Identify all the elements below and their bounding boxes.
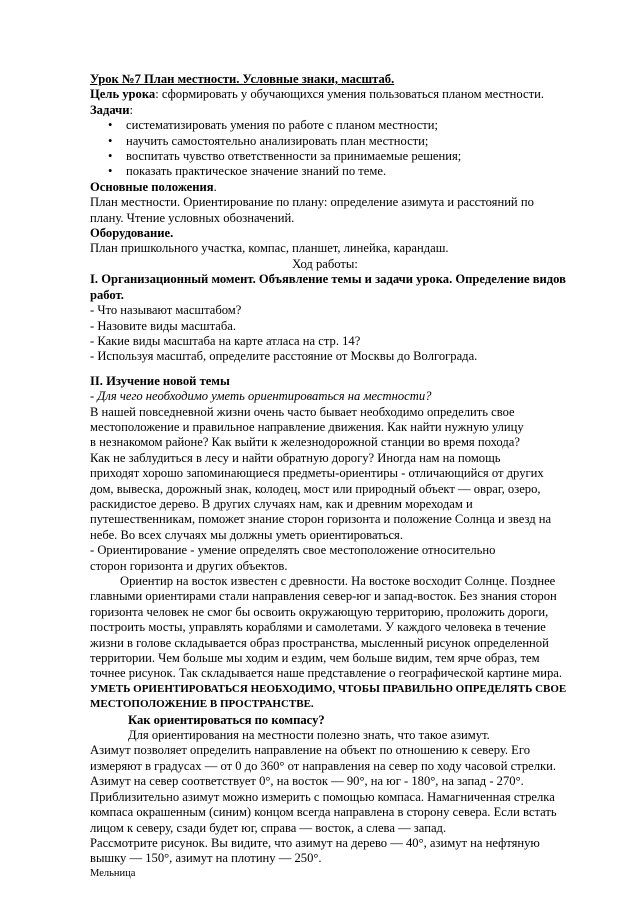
task-item: • воспитать чувство ответственности за принимаемые решения; xyxy=(90,149,560,164)
paragraph-line: Азимут на север соответствует 0°, на восток — 90°, на юг - 180°, на запад - 270°. xyxy=(90,774,524,789)
lesson-title: Урок №7 План местности. Условные знаки, масштаб. xyxy=(90,72,395,86)
task-item: • систематизировать умения по работе с планом местности; xyxy=(90,118,560,133)
caps-line: УМЕТЬ ОРИЕНТИРОВАТЬСЯ НЕОБХОДИМО, ЧТОБЫ ПРАВИЛЬНО ОПРЕДЕЛЯТЬ СВОЕ xyxy=(90,682,567,695)
tasks-label: Задачи xyxy=(90,102,130,117)
basics-heading xyxy=(90,180,560,195)
question-item: - Что называют масштабом? xyxy=(90,303,242,318)
tasks-list xyxy=(90,118,560,180)
tasks-colon: : xyxy=(129,102,133,117)
caps-line: МЕСТОПОЛОЖЕНИЕ В ПРОСТРАНСТВЕ. xyxy=(90,698,314,711)
definition-line: сторон горизонта и других объектов. xyxy=(90,558,288,573)
paragraph-line: лицом к северу, сзади будет юг, справа — восток, а слева — запад. xyxy=(90,820,447,835)
question-item: - Назовите виды масштаба. xyxy=(90,318,237,333)
paragraph-line: построить мосты, управлять кораблями и самолетами. У каждого человека в течение xyxy=(90,620,546,635)
compass-heading: Как ориентироваться по компасу? xyxy=(128,712,325,727)
question-item: - Используя масштаб, определите расстояние от Москвы до Волгограда. xyxy=(90,349,478,364)
question-item: - Какие виды масштаба на карте атласа на стр. 14? xyxy=(90,333,361,348)
paragraph-line: территории. Чем больше мы ходим и ездим, чем больше видим, тем ярче образ, тем xyxy=(90,651,540,666)
paragraph-line: компаса окрашенным (синим) концом всегда направлена в сторону севера. Если встать xyxy=(90,805,557,820)
progress-heading: Ход работы: xyxy=(292,256,358,271)
paragraph-line: Рассмотрите рисунок. Вы видите, что азимут на дерево — 40°, азимут на нефтяную xyxy=(90,835,540,850)
basics-line: План местности. Ориентирование по плану: определение азимута и расстояний по xyxy=(90,195,534,210)
paragraph-line: точнее рисунок. Так складывается наше представление о географической картине мира. xyxy=(90,666,562,681)
goal-label: Цель урока xyxy=(90,87,156,102)
paragraph-line: вышку — 150°, азимут на плотину — 250°. xyxy=(90,851,322,866)
paragraph-line: путешественникам, поможет знание сторон горизонта и положение Солнца и звезд на xyxy=(90,512,552,527)
spacer xyxy=(90,365,560,374)
basics-dot: . xyxy=(213,179,217,194)
paragraph-line: Как не заблудиться в лесу и найти обратную дорогу? Иногда нам на помощь xyxy=(90,450,501,465)
paragraph-line: раскидистое дерево. В других случаях нам, как и древним мореходам и xyxy=(90,496,473,511)
section1-heading: работ. xyxy=(90,287,124,302)
basics-label: Основные положения xyxy=(90,179,214,194)
task-item: • показать практическое значение знаний по теме. xyxy=(90,164,560,179)
paragraph-line: Ориентир на восток известен с древности. На востоке восходит Солнце. Позднее xyxy=(120,574,556,588)
section2-question: - Для чего необходимо уметь ориентироваться на местности? xyxy=(90,389,432,404)
paragraph-line: дом, вывеска, дорожный знак, колодец, мост или природный объект — овраг, озеро, xyxy=(90,481,541,496)
lesson-document xyxy=(90,72,567,880)
paragraph-line: измеряют в градусах — от 0 до 360° от направления на север по ходу часовой стрелки. xyxy=(90,758,557,773)
paragraph-line: Азимут позволяет определить направление на объект по отношению к северу. Его xyxy=(90,743,531,758)
section2-heading: II. Изучение новой темы xyxy=(90,373,230,388)
paragraph-line: Для ориентирования на местности полезно знать, что такое азимут. xyxy=(128,728,490,743)
paragraph-line: В нашей повседневной жизни очень часто бывает необходимо определить свое xyxy=(90,404,515,419)
page-footer: Мельница xyxy=(90,867,136,879)
paragraph-line: жизни в голове складывается образ пространства, мысленный рисунок определенной xyxy=(90,635,549,650)
equipment-label: Оборудование. xyxy=(90,226,174,241)
paragraph-line: приходят хорошо запоминающиеся предметы-ориентиры - отличающийся от других xyxy=(90,466,544,481)
tasks-heading xyxy=(90,103,560,118)
paragraph-line: главными ориентирами стали направления север-юг и запад-восток. Без знания сторон xyxy=(90,589,557,604)
paragraph-line: в незнакомом районе? Как выйти к железнодорожной станции во время похода? xyxy=(90,435,520,450)
goal-text: : сформировать у обучающихся умения пользоваться планом местности. xyxy=(155,87,544,102)
section1-heading: I. Организационный момент. Объявление темы и задачи урока. Определение видов xyxy=(90,272,566,287)
paragraph-line: Приблизительно азимут можно измерить с помощью компаса. Намагниченная стрелка xyxy=(90,789,555,804)
paragraph-line: небе. Во всех случаях мы должны уметь ориентироваться. xyxy=(90,527,403,542)
definition-line: - Ориентирование - умение определять свое местоположение относительно xyxy=(90,543,496,558)
paragraph-line: горизонта человек не смог бы освоить окружающую территорию, проложить дороги, xyxy=(90,604,549,619)
lesson-goal xyxy=(90,87,560,102)
paragraph-line: местоположение и правильное направление движения. Как найти нужную улицу xyxy=(90,419,524,434)
task-item: • научить самостоятельно анализировать план местности; xyxy=(90,134,560,149)
equipment-text: План пришкольного участка, компас, планшет, линейка, карандаш. xyxy=(90,241,449,256)
basics-line: плану. Чтение условных обозначений. xyxy=(90,210,295,225)
